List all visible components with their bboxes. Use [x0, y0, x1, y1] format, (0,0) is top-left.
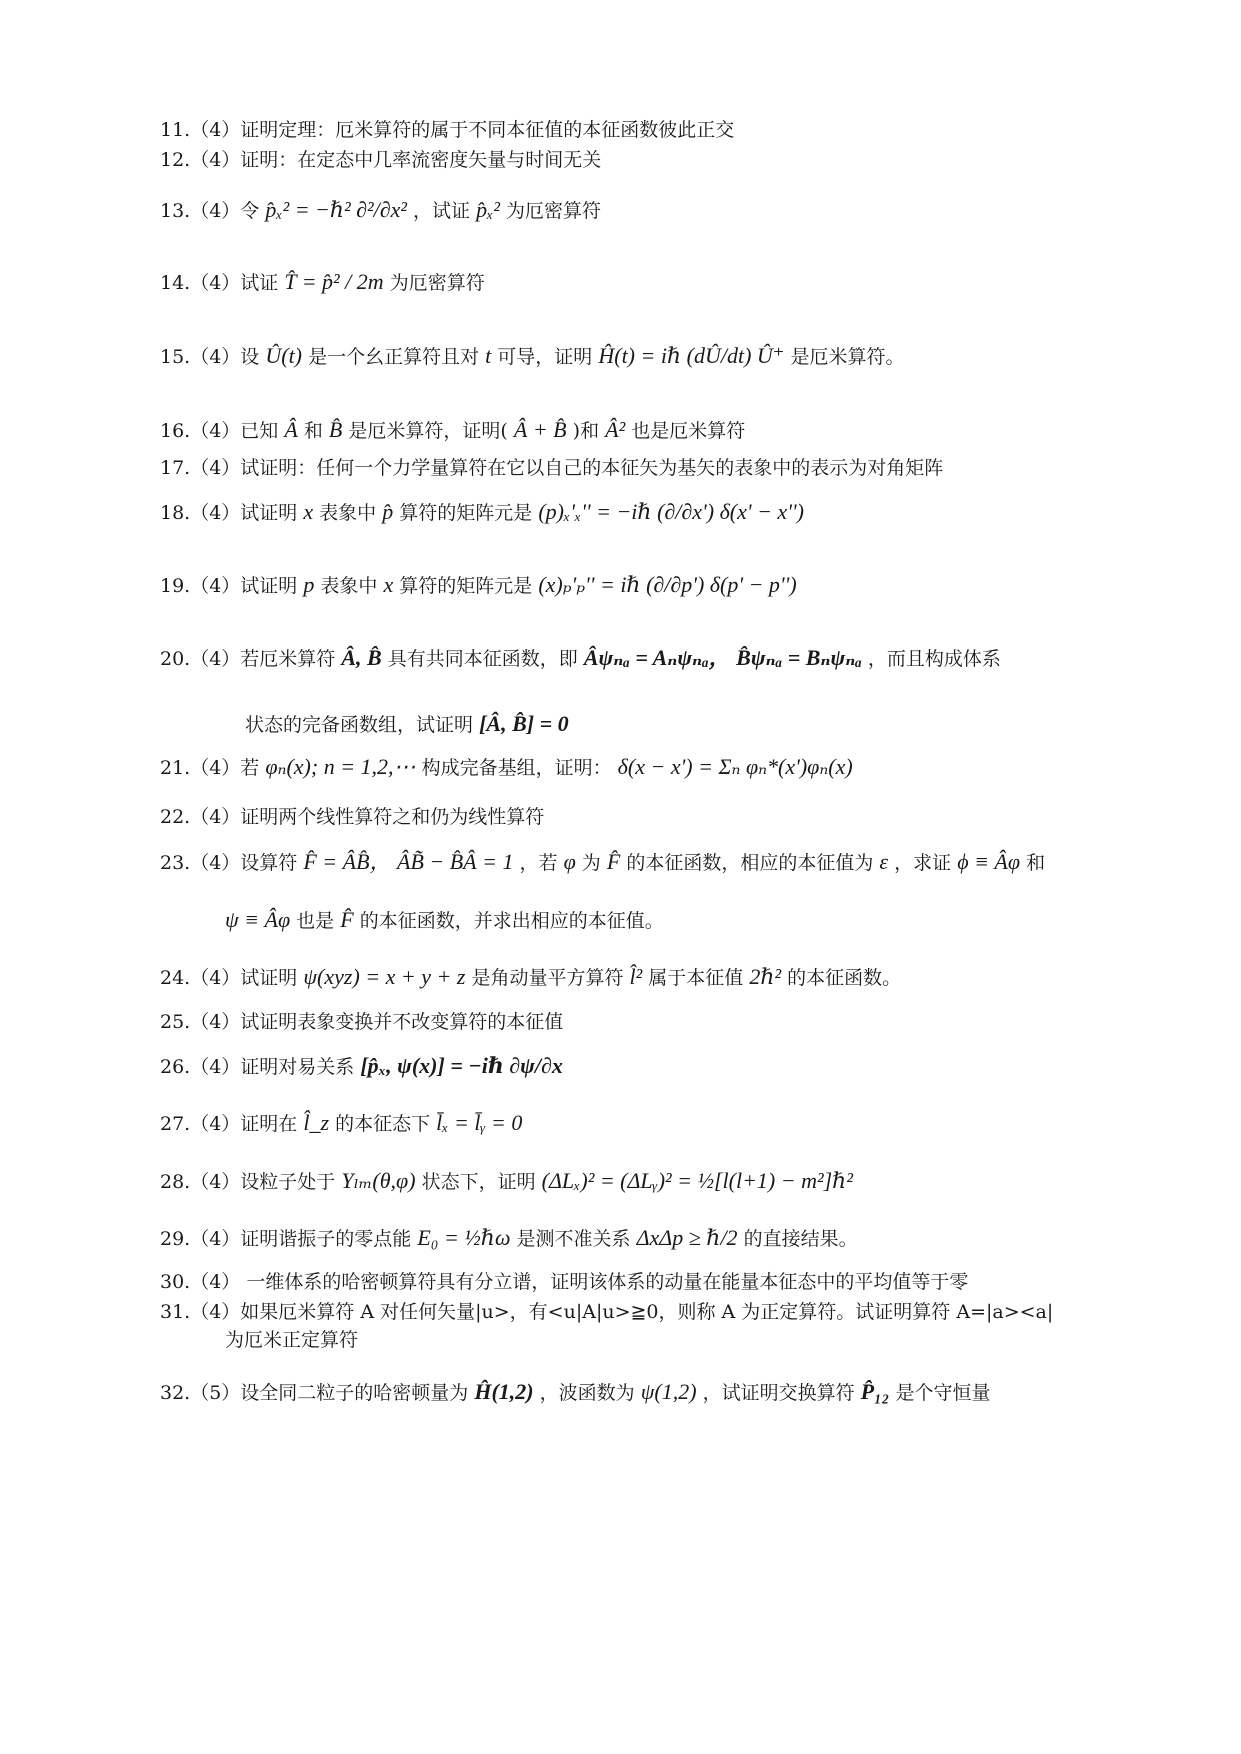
- problem-29-suffix: 的直接结果。: [743, 1228, 858, 1250]
- problem-32-mid-2: ，试证明交换算符: [702, 1382, 855, 1404]
- problem-13-suffix: 为厄密算符: [506, 200, 602, 222]
- problem-13-formula-2: p̂ₓ²: [476, 197, 500, 222]
- problem-31-continuation: 为厄米正定算符: [225, 1329, 359, 1351]
- problem-20-continuation: [245, 712, 569, 737]
- problem-27-formula-2: l̄ₓ = l̄ᵧ = 0: [436, 1110, 523, 1135]
- problem-21: [160, 755, 853, 780]
- problem-13-prefix: 13.（4）令: [160, 200, 260, 222]
- problem-20-formula-2: Âψₙₐ = Aₙψₙₐ， B̂ψₙₐ = Bₙψₙₐ: [583, 645, 862, 670]
- problem-23-mid-4: ，求证: [894, 852, 952, 874]
- problem-18: [160, 500, 804, 525]
- problem-31: 31.（4）如果厄米算符 A 对任何矢量|u>，有<u|A|u>≧0，则称 A 为正定算符。试证明算符 A=|a><a|: [160, 1301, 1054, 1323]
- problem-23-continuation: [225, 908, 664, 933]
- problem-29-formula-2: ΔxΔp ≥ ℏ/2: [636, 1225, 738, 1250]
- problem-32-formula-2: ψ(1,2): [640, 1379, 697, 1404]
- problem-32-formula-3: P̂₁₂: [860, 1379, 890, 1404]
- problem-18-prefix: 18.（4）试证明: [160, 502, 298, 524]
- problem-18-formula-2: p̂: [382, 499, 394, 524]
- problem-32-suffix: 是个守恒量: [895, 1382, 991, 1404]
- problem-32-mid: ，波函数为: [539, 1382, 635, 1404]
- problem-24-mid: 是角动量平方算符: [471, 967, 624, 989]
- problem-20-mid: 具有共同本征函数，即: [387, 648, 578, 670]
- problem-23-formula-3: F̂: [606, 849, 621, 874]
- problem-17: 17.（4）试证明：任何一个力学量算符在它以自己的本征矢为基矢的表象中的表示为对角矩阵: [160, 457, 944, 479]
- problem-14-suffix: 为厄密算符: [389, 272, 485, 294]
- problem-23-continuation-formula-2: F̂: [340, 907, 354, 932]
- problem-14: [160, 270, 485, 295]
- problem-23: [160, 850, 1045, 875]
- problem-15-formula-2: t: [485, 343, 492, 368]
- problem-24-mid-2: 属于本征值: [648, 967, 744, 989]
- problem-27: [160, 1111, 522, 1136]
- problem-24: [160, 965, 901, 990]
- problem-23-formula-2: φ: [563, 849, 576, 874]
- problem-16-formula-2: B̂: [328, 417, 343, 442]
- problem-26-formula: [p̂ₓ, ψ(x)] = −iℏ ∂ψ/∂x: [360, 1053, 563, 1078]
- problem-29-formula: E₀ = ½ℏω: [417, 1225, 511, 1250]
- problem-13-mid: ，试证: [413, 200, 471, 222]
- problem-15-prefix: 15.（4）设: [160, 346, 260, 368]
- problem-16-mid: 和: [303, 420, 323, 442]
- problem-19-mid-2: 算符的矩阵元是: [399, 575, 533, 597]
- problem-18-formula-3: (p)ₓ'ₓ'' = −iℏ (∂/∂x') δ(x' − x''): [538, 499, 804, 524]
- problem-32-prefix: 32.（5）设全同二粒子的哈密顿量为: [160, 1382, 469, 1404]
- problem-18-mid-2: 算符的矩阵元是: [399, 502, 533, 524]
- problem-15-formula: Û(t): [265, 343, 303, 368]
- problem-19-mid: 表象中: [320, 575, 378, 597]
- problem-25: 25.（4）试证明表象变换并不改变算符的本征值: [160, 1011, 564, 1033]
- problem-27-formula: l̂_z: [303, 1110, 330, 1135]
- problem-23-mid-3: 的本征函数，相应的本征值为: [626, 852, 874, 874]
- problem-16-formula: Â: [284, 417, 298, 442]
- problem-23-continuation-mid: 也是: [296, 910, 335, 932]
- problem-11: 11.（4）证明定理：厄米算符的属于不同本征值的本征函数彼此正交: [160, 119, 735, 141]
- problem-26-prefix: 26.（4）证明对易关系: [160, 1056, 355, 1078]
- problem-29-prefix: 29.（4）证明谐振子的零点能: [160, 1228, 412, 1250]
- problem-20-formula: Â, B̂: [341, 645, 382, 670]
- problem-16-suffix: 也是厄米算符: [631, 420, 746, 442]
- problem-28: [160, 1169, 853, 1194]
- problem-20: [160, 646, 1001, 671]
- problem-23-mid-2: 为: [581, 852, 601, 874]
- problem-29-mid: 是测不准关系: [516, 1228, 631, 1250]
- problem-28-formula: Yₗₘ(θ,φ): [341, 1168, 416, 1193]
- problem-21-mid: 构成完备基组，证明：: [421, 757, 612, 779]
- problem-24-formula: ψ(xyz) = x + y + z: [303, 964, 466, 989]
- problem-16-mid-3: )和: [572, 420, 600, 442]
- problem-19: [160, 573, 797, 598]
- problem-24-suffix: 的本征函数。: [787, 967, 902, 989]
- problem-32: [160, 1380, 991, 1405]
- problem-19-formula: p: [303, 572, 315, 597]
- problem-27-prefix: 27.（4）证明在: [160, 1113, 298, 1135]
- problem-15-suffix: 是厄米算符。: [790, 346, 905, 368]
- problem-16-formula-3: Â + B̂: [513, 417, 567, 442]
- problem-13-formula: p̂ₓ² = −ℏ² ∂²/∂x²: [265, 197, 407, 222]
- problem-16-formula-4: Â²: [605, 417, 626, 442]
- problem-23-continuation-formula: ψ ≡ Âφ: [225, 907, 291, 932]
- problem-18-formula: x: [303, 499, 314, 524]
- problem-24-formula-3: 2ℏ²: [749, 964, 782, 989]
- problem-22: 22.（4）证明两个线性算符之和仍为线性算符: [160, 806, 545, 828]
- problem-30: 30.（4） 一维体系的哈密顿算符具有分立谱，证明该体系的动量在能量本征态中的平均值等于零: [160, 1271, 969, 1293]
- problem-21-formula-2: δ(x − x') = Σₙ φₙ*(x')φₙ(x): [617, 754, 853, 779]
- problem-26: [160, 1054, 563, 1079]
- problem-32-formula: Ĥ(1,2): [474, 1379, 534, 1404]
- problem-20-prefix: 20.（4）若厄米算符: [160, 648, 336, 670]
- problem-16: [160, 418, 745, 443]
- problem-14-prefix: 14.（4）试证: [160, 272, 279, 294]
- problem-19-prefix: 19.（4）试证明: [160, 575, 298, 597]
- problem-24-formula-2: l̂²: [629, 964, 643, 989]
- problem-19-formula-3: (x)ₚ'ₚ'' = iℏ (∂/∂p') δ(p' − p''): [538, 572, 797, 597]
- problem-15: [160, 344, 904, 369]
- problem-19-formula-2: x: [383, 572, 394, 597]
- problem-20-continuation-formula: [Â, B̂] = 0: [479, 711, 569, 736]
- problem-18-mid: 表象中: [319, 502, 377, 524]
- problem-23-formula-5: ϕ ≡ Âφ: [957, 849, 1021, 874]
- problem-23-formula: F̂ = ÂB̂， ÂB̃ − B̂Â = 1: [303, 849, 514, 874]
- problem-12: 12.（4）证明：在定态中几率流密度矢量与时间无关: [160, 149, 602, 171]
- problem-27-mid: 的本征态下: [335, 1113, 431, 1135]
- problem-16-prefix: 16.（4）已知: [160, 420, 279, 442]
- problem-20-suffix: ，而且构成体系: [867, 648, 1001, 670]
- problem-23-formula-4: ε: [879, 849, 889, 874]
- problem-13: [160, 198, 601, 223]
- problem-20-continuation-text: 状态的完备函数组，试证明: [245, 714, 474, 736]
- problem-28-mid: 状态下，证明: [421, 1171, 536, 1193]
- problem-14-formula: T̂ = p̂² / 2m: [284, 269, 384, 294]
- problem-28-prefix: 28.（4）设粒子处于: [160, 1171, 336, 1193]
- problem-23-prefix: 23.（4）设算符: [160, 852, 298, 874]
- problem-23-suffix: 和: [1026, 852, 1046, 874]
- problem-23-mid: ，若: [519, 852, 558, 874]
- problem-16-mid-2: 是厄米算符，证明(: [348, 420, 508, 442]
- problem-21-formula: φₙ(x); n = 1,2,⋯: [265, 754, 416, 779]
- problem-15-mid: 是一个幺正算符且对: [308, 346, 480, 368]
- problem-23-continuation-suffix: 的本征函数，并求出相应的本征值。: [359, 910, 664, 932]
- problem-24-prefix: 24.（4）试证明: [160, 967, 298, 989]
- problem-15-mid-2: 可导，证明: [497, 346, 593, 368]
- problem-28-formula-2: (ΔLₓ)² = (ΔLᵧ)² = ½[l(l+1) − m²]ℏ²: [541, 1168, 853, 1193]
- problem-29: [160, 1226, 858, 1251]
- problem-21-prefix: 21.（4）若: [160, 757, 260, 779]
- problem-15-formula-3: Ĥ(t) = iℏ (dÛ/dt) Û⁺: [598, 343, 785, 368]
